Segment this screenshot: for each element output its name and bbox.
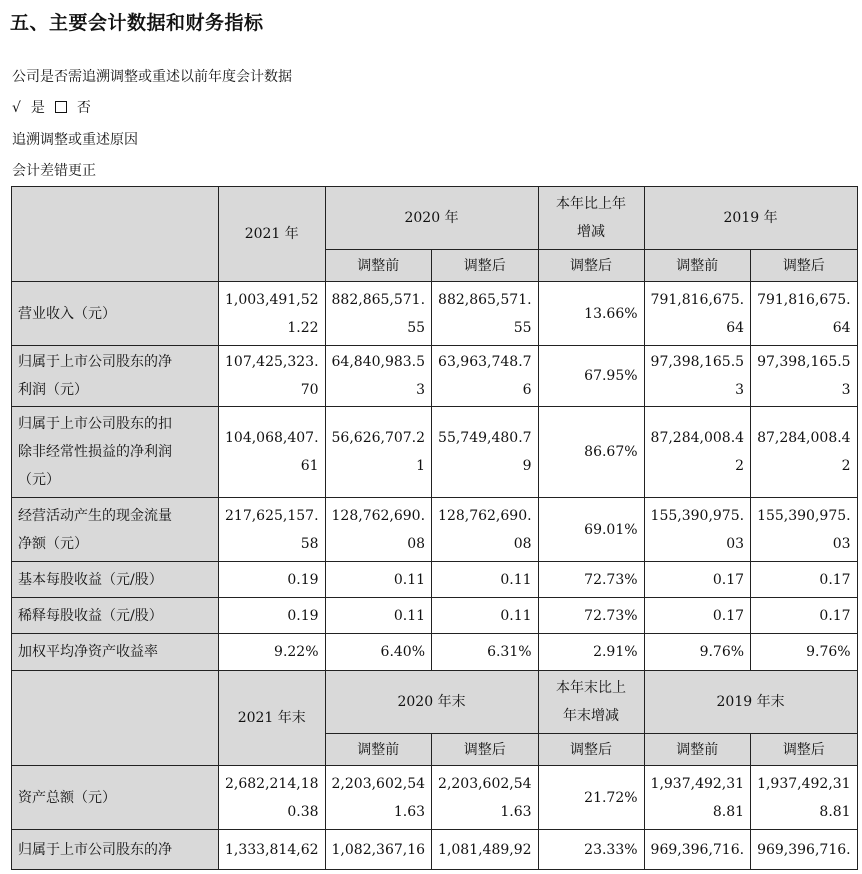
- cell-line: 61: [300, 458, 319, 474]
- header2-change-sub: 调整后: [538, 734, 644, 766]
- cell-line: 64,840,983.5: [331, 354, 426, 370]
- change-cell: 67.95%: [538, 346, 644, 407]
- value-cell: [325, 282, 432, 346]
- value-cell: [432, 598, 539, 634]
- cell-line: 128,762,690.: [438, 507, 532, 524]
- cell-line: 3: [416, 382, 426, 398]
- value-cell: [219, 282, 326, 346]
- header2-2020-after: 调整后: [432, 734, 539, 766]
- cell-line: 882,865,571.: [438, 291, 532, 308]
- cell-line: 8.81: [712, 803, 745, 820]
- cell-line: 969,396,716.: [650, 841, 745, 858]
- table-row: [12, 498, 858, 562]
- cell-line: （元）: [18, 472, 60, 488]
- cell-line: 0.11: [500, 607, 532, 624]
- check-mark-icon: √: [12, 100, 21, 116]
- cell-line: 1,333,814,62: [225, 841, 319, 858]
- cell-line: 128,762,690.: [331, 507, 426, 524]
- header2-2019-before: 调整前: [644, 734, 751, 766]
- cell-line: 3: [841, 382, 851, 398]
- cell-line: 155,390,975.: [757, 507, 851, 524]
- header2-change-line2: 年末增减: [563, 708, 620, 724]
- value-cell: [751, 598, 858, 634]
- cell-line: 基本每股收益（元/股）: [18, 571, 163, 588]
- section-heading: 五、主要会计数据和财务指标: [10, 12, 264, 34]
- cell-line: 2: [841, 458, 851, 474]
- value-cell: [751, 407, 858, 498]
- balance-rows: [12, 766, 858, 870]
- cell-line: 55: [513, 319, 532, 336]
- value-cell: [219, 407, 326, 498]
- cell-line: 64: [726, 319, 745, 336]
- cell-line: 791,816,675.: [650, 291, 745, 308]
- table-row: [12, 830, 858, 870]
- cell-line: 0.38: [287, 803, 319, 820]
- cell-line: 稀释每股收益（元/股）: [18, 607, 163, 624]
- cell-line: 1.63: [393, 803, 426, 820]
- cell-line: 2,203,602,54: [331, 775, 426, 792]
- value-cell: [644, 562, 751, 598]
- table-row: [12, 407, 858, 498]
- value-cell: [219, 598, 326, 634]
- value-cell: [219, 830, 326, 870]
- cell-line: 0.19: [287, 571, 319, 588]
- cell-line: 6.40%: [380, 644, 426, 660]
- restatement-options: [12, 97, 101, 117]
- value-cell: [432, 766, 539, 830]
- income-rows: [12, 282, 858, 671]
- header-year-2020: 2020 年: [325, 187, 538, 250]
- row-label: [12, 598, 219, 634]
- value-cell: [219, 346, 326, 407]
- cell-line: 除非经常性损益的净利润: [18, 444, 172, 460]
- value-cell: [644, 830, 751, 870]
- reason-value: 会计差错更正: [12, 163, 96, 179]
- value-cell: [644, 346, 751, 407]
- cell-line: 利润（元）: [18, 382, 88, 398]
- financial-table: [11, 186, 858, 870]
- header2-empty-cell: [12, 671, 219, 766]
- cell-line: 1,937,492,31: [757, 775, 851, 792]
- value-cell: [219, 498, 326, 562]
- row-label: [12, 766, 219, 830]
- cell-line: 加权平均净资产收益率: [18, 644, 158, 660]
- header-2020-before: 调整前: [325, 250, 432, 282]
- header-change-line1: 本年比上年: [556, 196, 627, 212]
- value-cell: [644, 598, 751, 634]
- value-cell: [325, 346, 432, 407]
- header-year-2019: 2019 年: [644, 187, 857, 250]
- value-cell: [219, 634, 326, 671]
- cell-line: 969,396,716.: [757, 841, 851, 858]
- header-change-sub: 调整后: [538, 250, 644, 282]
- cell-line: 2,682,214,18: [225, 775, 319, 792]
- value-cell: [644, 498, 751, 562]
- header-year-2021: 2021 年: [219, 187, 326, 282]
- header2-year-2019: 2019 年末: [644, 671, 857, 734]
- change-cell: 13.66%: [538, 282, 644, 346]
- cell-line: 8.81: [819, 803, 851, 820]
- cell-line: 107,425,323.: [225, 354, 319, 370]
- cell-line: 0.17: [712, 571, 745, 588]
- cell-line: 1,937,492,31: [650, 775, 745, 792]
- cell-line: 882,865,571.: [331, 291, 426, 308]
- value-cell: [325, 766, 432, 830]
- cell-line: 1,081,489,92: [438, 841, 532, 858]
- cell-line: 3: [735, 382, 745, 398]
- header-2020-after: 调整后: [432, 250, 539, 282]
- value-cell: [644, 766, 751, 830]
- value-cell: [432, 562, 539, 598]
- cell-line: 0.17: [819, 571, 851, 588]
- table-row: [12, 562, 858, 598]
- cell-line: 63,963,748.7: [438, 354, 532, 370]
- row-label: [12, 634, 219, 671]
- cell-line: 03: [726, 535, 745, 552]
- table-row: [12, 766, 858, 830]
- cell-line: 营业收入（元）: [18, 305, 116, 322]
- cell-line: 归属于上市公司股东的净: [18, 841, 172, 858]
- cell-line: 1,003,491,52: [225, 291, 319, 308]
- value-cell: [644, 634, 751, 671]
- cell-line: 1.63: [500, 803, 532, 820]
- value-cell: [644, 282, 751, 346]
- value-cell: [751, 830, 858, 870]
- change-cell: 72.73%: [538, 562, 644, 598]
- change-cell: 2.91%: [538, 634, 644, 671]
- header-empty-cell: [12, 187, 219, 282]
- header-change: [538, 187, 644, 250]
- value-cell: [644, 407, 751, 498]
- row-label: [12, 562, 219, 598]
- value-cell: [432, 346, 539, 407]
- no-label: 否: [76, 100, 91, 116]
- empty-checkbox-icon: [55, 101, 67, 113]
- cell-line: 64: [832, 319, 851, 336]
- cell-line: 97,398,165.5: [650, 354, 745, 370]
- value-cell: [432, 634, 539, 671]
- header2-year-2021: 2021 年末: [219, 671, 326, 766]
- header-2019-after: 调整后: [751, 250, 858, 282]
- cell-line: 9.76%: [699, 644, 745, 660]
- cell-line: 0.19: [287, 607, 319, 624]
- value-cell: [219, 766, 326, 830]
- value-cell: [751, 346, 858, 407]
- cell-line: 70: [300, 382, 319, 398]
- cell-line: 55,749,480.7: [438, 430, 532, 446]
- row-label: [12, 282, 219, 346]
- cell-line: 0.11: [393, 571, 426, 588]
- cell-line: 资产总额（元）: [18, 789, 116, 806]
- value-cell: [751, 634, 858, 671]
- row-label: [12, 830, 219, 870]
- cell-line: 0.17: [712, 607, 745, 624]
- cell-line: 1: [416, 458, 426, 474]
- cell-line: 净额（元）: [18, 535, 88, 552]
- value-cell: [219, 562, 326, 598]
- cell-line: 97,398,165.5: [757, 354, 851, 370]
- cell-line: 155,390,975.: [650, 507, 745, 524]
- value-cell: [325, 634, 432, 671]
- header2-change: [538, 671, 644, 734]
- header2-year-2020: 2020 年末: [325, 671, 538, 734]
- row-label: [12, 346, 219, 407]
- value-cell: [432, 407, 539, 498]
- value-cell: [432, 498, 539, 562]
- cell-line: 2,203,602,54: [438, 775, 532, 792]
- value-cell: [751, 498, 858, 562]
- table-row: [12, 598, 858, 634]
- header2-2020-before: 调整前: [325, 734, 432, 766]
- restatement-question: 公司是否需追溯调整或重述以前年度会计数据: [12, 69, 292, 85]
- cell-line: 87,284,008.4: [757, 430, 851, 446]
- cell-line: 6: [522, 382, 532, 398]
- cell-line: 9.22%: [274, 644, 319, 660]
- cell-line: 9: [522, 458, 532, 474]
- header-2019-before: 调整前: [644, 250, 751, 282]
- change-cell: 72.73%: [538, 598, 644, 634]
- cell-line: 08: [513, 535, 532, 552]
- cell-line: 1.22: [287, 319, 319, 336]
- change-cell: 23.33%: [538, 830, 644, 870]
- change-cell: 69.01%: [538, 498, 644, 562]
- cell-line: 58: [300, 535, 319, 552]
- cell-line: 56,626,707.2: [331, 430, 426, 446]
- value-cell: [325, 407, 432, 498]
- cell-line: 0.11: [393, 607, 426, 624]
- value-cell: [325, 562, 432, 598]
- cell-line: 104,068,407.: [225, 430, 319, 446]
- cell-line: 55: [407, 319, 426, 336]
- cell-line: 9.76%: [806, 644, 851, 660]
- cell-line: 经营活动产生的现金流量: [18, 507, 172, 524]
- cell-line: 归属于上市公司股东的扣: [18, 416, 172, 432]
- cell-line: 08: [407, 535, 426, 552]
- reason-title: 追溯调整或重述原因: [12, 132, 138, 148]
- value-cell: [325, 830, 432, 870]
- value-cell: [751, 766, 858, 830]
- value-cell: [325, 598, 432, 634]
- cell-line: 0.11: [500, 571, 532, 588]
- header2-change-line1: 本年末比上: [556, 680, 627, 696]
- change-cell: 21.72%: [538, 766, 644, 830]
- cell-line: 2: [735, 458, 745, 474]
- cell-line: 791,816,675.: [757, 291, 851, 308]
- value-cell: [325, 498, 432, 562]
- row-label: [12, 407, 219, 498]
- value-cell: [751, 562, 858, 598]
- table-row: [12, 634, 858, 671]
- table-row: [12, 282, 858, 346]
- header2-2019-after: 调整后: [751, 734, 858, 766]
- cell-line: 217,625,157.: [225, 507, 319, 524]
- row-label: [12, 498, 219, 562]
- cell-line: 归属于上市公司股东的净: [18, 354, 172, 370]
- value-cell: [751, 282, 858, 346]
- value-cell: [432, 282, 539, 346]
- value-cell: [432, 830, 539, 870]
- table-row: [12, 346, 858, 407]
- cell-line: 87,284,008.4: [650, 430, 745, 446]
- header-change-line2: 增减: [577, 224, 606, 240]
- cell-line: 6.31%: [487, 644, 532, 660]
- cell-line: 03: [832, 535, 851, 552]
- cell-line: 1,082,367,16: [331, 841, 426, 858]
- yes-label: 是: [30, 100, 45, 116]
- cell-line: 0.17: [819, 607, 851, 624]
- change-cell: 86.67%: [538, 407, 644, 498]
